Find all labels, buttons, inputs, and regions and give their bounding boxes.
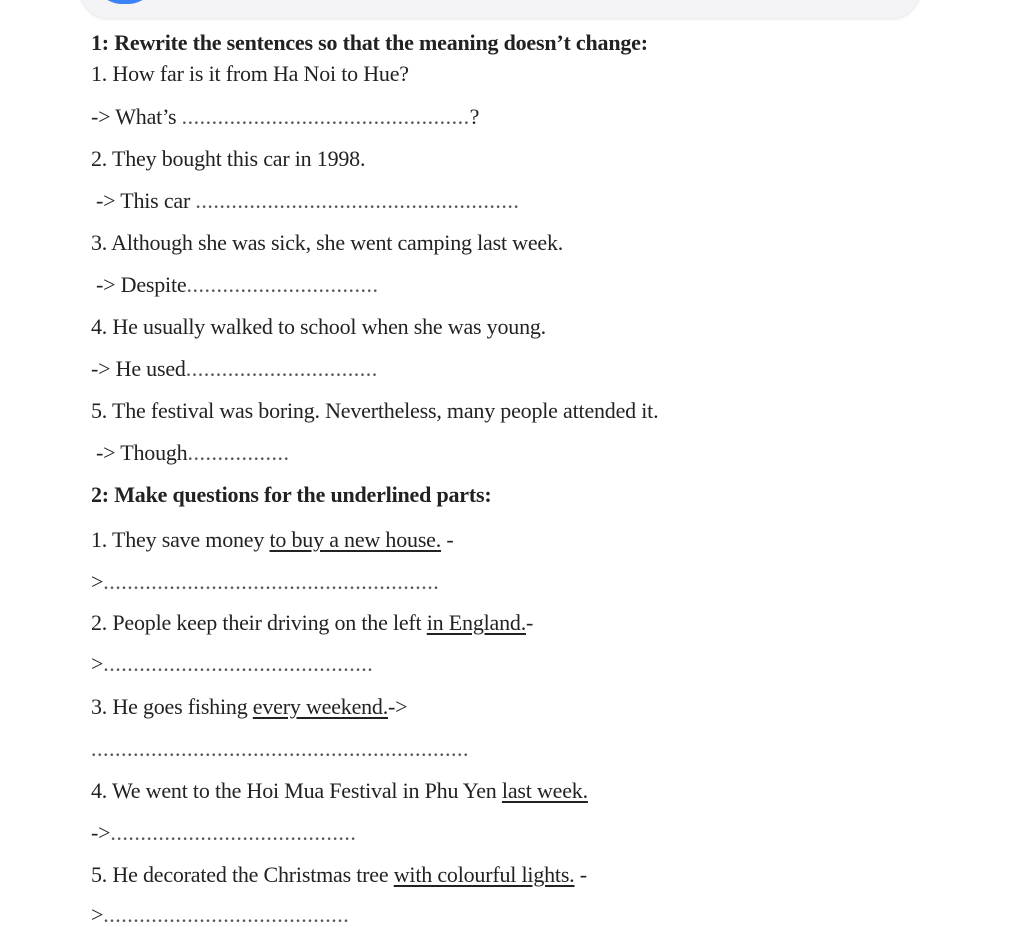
s2-item-3-answer	[91, 736, 469, 762]
s1-item-1-answer	[91, 104, 479, 130]
answer-end: ?	[469, 104, 480, 129]
s1-item-5-sentence: 5. The festival was boring. Nevertheless, many people attended it.	[91, 398, 659, 423]
s2-item-1-sentence	[91, 527, 453, 553]
answer-blank[interactable]: ................................	[186, 272, 379, 297]
browser-top-bar	[80, 0, 920, 18]
answer-blank[interactable]: .........................................	[103, 902, 350, 927]
answer-prompt: -> Despite	[96, 272, 187, 297]
answer-prompt: >	[91, 902, 104, 927]
answer-blank[interactable]: .................	[187, 440, 290, 465]
sentence-suffix: ->	[388, 694, 408, 719]
sentence-text: 3. He goes fishing	[91, 694, 253, 719]
answer-prompt: >	[91, 651, 104, 676]
answer-blank[interactable]: ................................................	[181, 104, 470, 129]
s1-item-2-answer	[96, 188, 519, 214]
s2-item-2-sentence	[91, 610, 533, 636]
s2-item-4-sentence	[91, 778, 588, 804]
sentence-text: 4. We went to the Hoi Mua Festival in Phu Yen	[91, 778, 502, 803]
underlined-part: last week.	[501, 778, 588, 803]
s1-item-3-answer	[96, 272, 378, 298]
s1-item-4-sentence: 4. He usually walked to school when she was young.	[91, 314, 546, 339]
s1-item-2-sentence: 2. They bought this car in 1998.	[91, 146, 366, 171]
answer-prompt: -> This car	[96, 188, 196, 213]
s1-item-5-answer	[96, 440, 289, 466]
sentence-text: 2. People keep their driving on the left	[91, 610, 427, 635]
underlined-part: every weekend.	[252, 694, 389, 719]
answer-blank[interactable]: ........................................................	[103, 569, 440, 594]
section-2-heading: 2: Make questions for the underlined parts:	[91, 482, 492, 507]
section-1-heading: 1: Rewrite the sentences so that the meaning doesn’t change:	[91, 30, 648, 55]
answer-prompt: -> Though	[96, 440, 188, 465]
sentence-suffix: -	[441, 527, 454, 552]
underlined-part: to buy a new house.	[269, 527, 442, 552]
answer-prompt: -> He used	[91, 356, 186, 381]
sentence-text: 1. They save money	[91, 527, 270, 552]
answer-blank[interactable]: .........................................	[110, 820, 357, 845]
answer-blank[interactable]: ...............................................................	[91, 736, 469, 761]
answer-blank[interactable]: .............................................	[103, 651, 374, 676]
sentence-text: 5. He decorated the Christmas tree	[91, 862, 394, 887]
sentence-suffix: -	[574, 862, 587, 887]
s2-item-5-answer	[91, 902, 349, 928]
answer-prompt: -> What’s	[91, 104, 182, 129]
s2-item-3-sentence	[91, 694, 407, 720]
answer-blank[interactable]: ................................	[185, 356, 378, 381]
sentence-suffix: -	[526, 610, 534, 635]
underlined-part: with colourful lights.	[393, 862, 575, 887]
s1-item-4-answer	[91, 356, 378, 382]
underlined-part: in England.	[426, 610, 526, 635]
answer-blank[interactable]: ......................................................	[195, 188, 520, 213]
s2-item-4-answer	[91, 820, 356, 846]
answer-prompt: ->	[91, 820, 111, 845]
s2-item-1-answer	[91, 569, 439, 595]
s2-item-2-answer	[91, 651, 373, 677]
answer-prompt: >	[91, 569, 104, 594]
s1-item-1-sentence: 1. How far is it from Ha Noi to Hue?	[91, 61, 409, 86]
s1-item-3-sentence: 3. Although she was sick, she went camping last week.	[91, 230, 564, 255]
s2-item-5-sentence	[91, 862, 587, 888]
